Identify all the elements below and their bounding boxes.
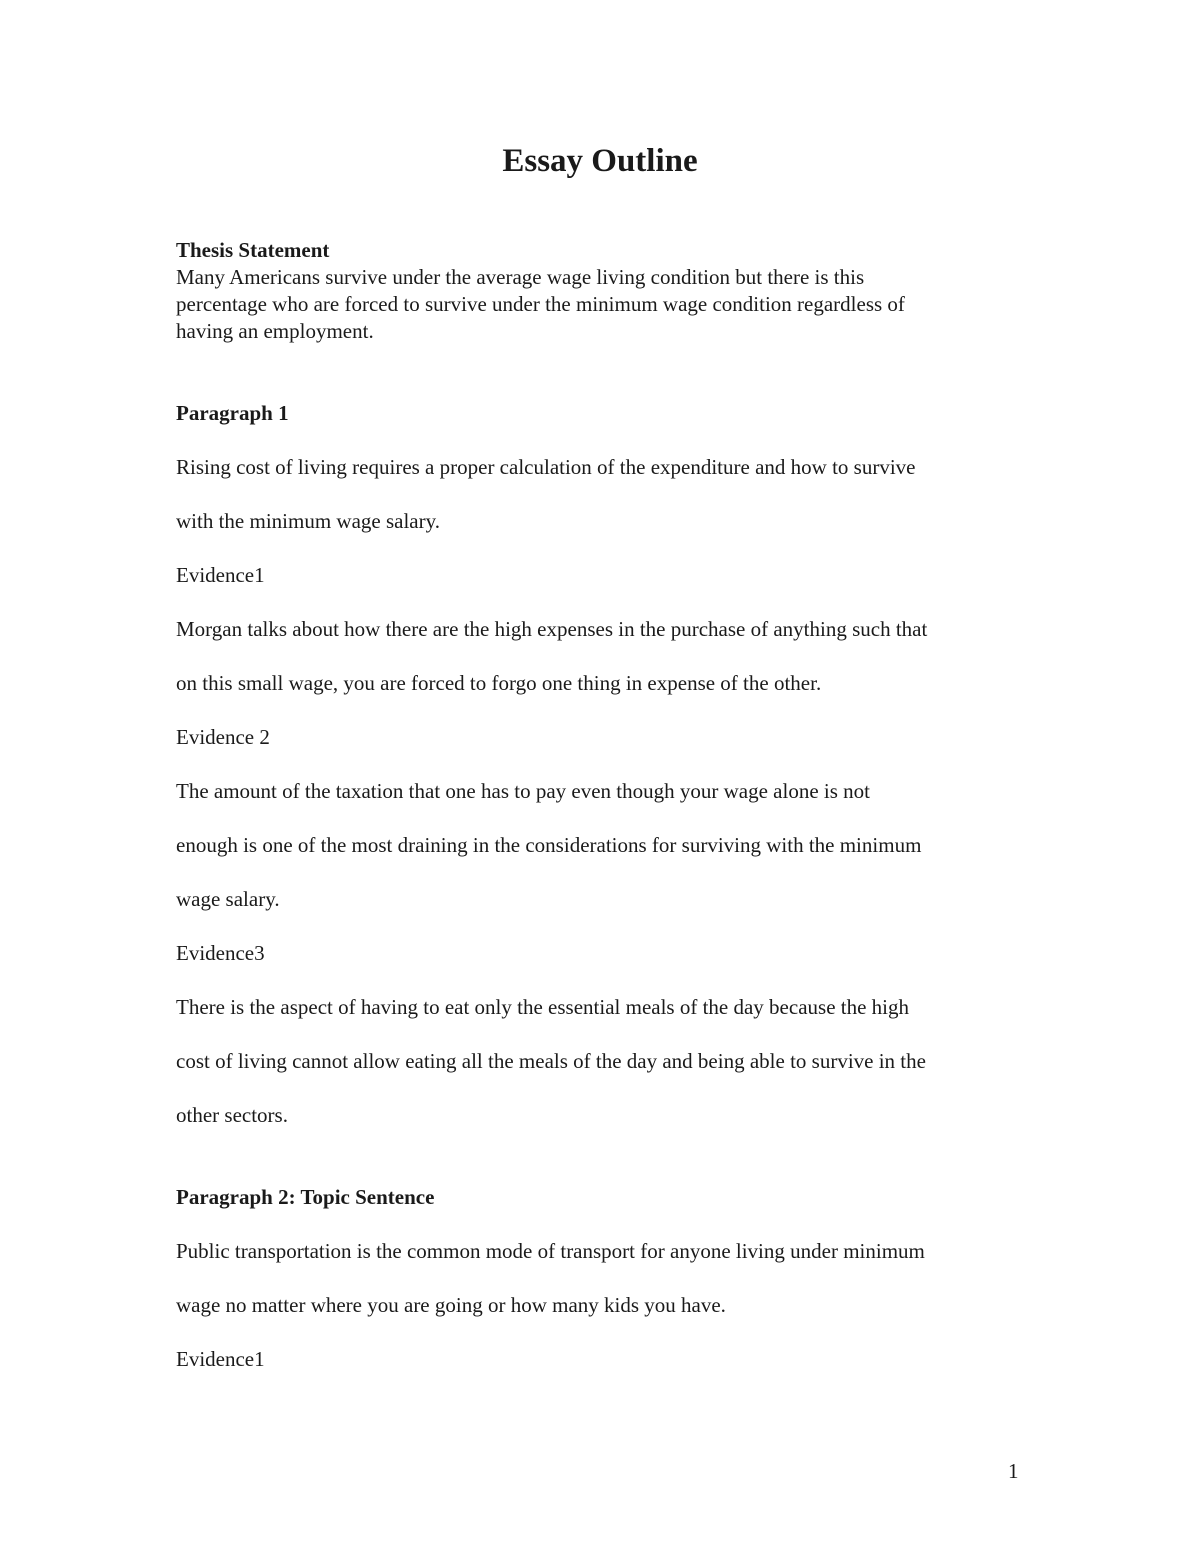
paragraph-2-body <box>176 1224 1036 1386</box>
paragraph-1-line: Rising cost of living requires a proper calculation of the expenditure and how to survive <box>176 455 916 479</box>
thesis-line: Many Americans survive under the average wage living condition but there is this <box>176 265 865 289</box>
evidence-label: Evidence1 <box>176 1347 265 1371</box>
paragraph-2-line: Public transportation is the common mode of transport for anyone living under minimum <box>176 1239 925 1263</box>
thesis-section <box>176 237 1036 345</box>
paragraph-1-line: There is the aspect of having to eat only the essential meals of the day because the high <box>176 995 910 1019</box>
evidence-label: Evidence 2 <box>176 725 270 749</box>
thesis-line: having an employment. <box>176 319 374 343</box>
paragraph-1-line: Morgan talks about how there are the high expenses in the purchase of anything such that <box>176 617 928 641</box>
paragraph-1-line: on this small wage, you are forced to forgo one thing in expense of the other. <box>176 671 822 695</box>
paragraph-1-line: enough is one of the most draining in the considerations for surviving with the minimum <box>176 833 922 857</box>
paragraph-1-line: The amount of the taxation that one has to pay even though your wage alone is not <box>176 779 870 803</box>
paragraph-1-heading: Paragraph 1 <box>176 401 289 425</box>
evidence-label: Evidence3 <box>176 941 265 965</box>
paragraph-2-line: wage no matter where you are going or how many kids you have. <box>176 1293 726 1317</box>
thesis-line: percentage who are forced to survive under the minimum wage condition regardless of <box>176 292 905 316</box>
document-title: Essay Outline <box>502 143 698 179</box>
paragraph-1-line: with the minimum wage salary. <box>176 509 440 533</box>
paragraph-2-heading: Paragraph 2: Topic Sentence <box>176 1185 435 1209</box>
paragraph-1-line: cost of living cannot allow eating all the meals of the day and being able to survive in the <box>176 1049 926 1073</box>
paragraph-1-line: other sectors. <box>176 1103 288 1127</box>
paragraph-1-line: wage salary. <box>176 887 280 911</box>
page-number: 1 <box>1008 1459 1019 1483</box>
paragraph-1-body <box>176 440 1036 1142</box>
evidence-label: Evidence1 <box>176 563 265 587</box>
thesis-heading: Thesis Statement <box>176 238 330 262</box>
